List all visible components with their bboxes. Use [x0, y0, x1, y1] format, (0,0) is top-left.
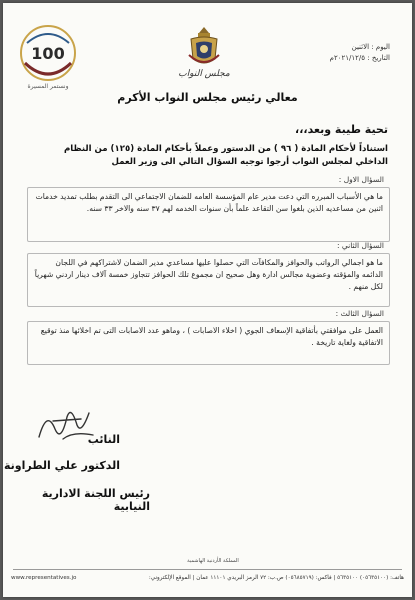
addressee: معالي رئيس مجلس النواب الأكرم: [117, 91, 298, 104]
signatory-title: النائب: [87, 433, 120, 446]
signatory-committee: رئيس اللجنة الادارية النيابية: [41, 487, 150, 513]
question-1-box: [27, 187, 390, 242]
footer-contact: هاتف: (٠٥٦٣٥١٠٠) ٥٦٣٥١٠٠ | فاكس: (٠٥٦٨٥٧١٩) ص.ب: ٧٢ الرمز البريدي ١١١٠١ عمان | الموقع الإلكتروني:: [148, 575, 404, 581]
footer-divider: [13, 569, 402, 570]
greeting: تحية طيبة وبعد،،،: [295, 123, 388, 136]
question-1-label: السؤال الاول :: [338, 175, 384, 184]
parliament-name: مجلس النواب: [178, 69, 230, 79]
question-3-box: [27, 321, 390, 365]
centennial-number: 100: [31, 44, 65, 63]
intro-paragraph: استناداً لأحكام المادة ( ٩٦ ) من الدستور وعملاً بأحكام المادة (١٢٥) من النظام الداخلي لمجلس النواب أرجوا توجيه السؤال التالي الى وزير العمل: [63, 144, 388, 167]
footer-website: www.representatives.jo: [11, 575, 77, 581]
signatory-name: الدكتور علي الطراونة: [3, 459, 120, 472]
question-2-text: ما هو اجمالي الرواتب والحوافز والمكافآت التي حصلوا عليها مساعدي مدير الضمان لاشتراكهم في اللجان الدائمه والمؤقته وعضوية مجالس ادارة وهل صحيح ان مجموع تلك الحوافز تتجاوز خمسة آلاف دينار اردني شهرياً لكل منهم .: [34, 258, 383, 291]
question-2-box: [27, 253, 390, 307]
question-3-text: العمل على موافقتي بأتفاقية الإسعاف الجوي ( اخلاء الاصابات ) ، وماهو عدد الاصابات التى تم اخلائها منذ توقيع الاتفاقية ولغاية تاريخة .: [40, 326, 383, 347]
footer-stamp: المملكة الأردنية الهاشمية: [187, 558, 239, 564]
centennial-caption: ونستمر المسيرة: [27, 83, 69, 90]
document-page: [3, 3, 412, 597]
question-1-text: ما هي الأسباب المبرره التي دعت مدير عام المؤسسة العامه للضمان الاجتماعي الى التقدم بطلب تمديد خدمات اثنين من مساعديه الذين بلغوا سن التقاعد علماً بأن سنوات الخدمه لهم ٣٧ سنه والاخر ٣٣ سنه.: [35, 192, 383, 213]
question-3-label: السؤال الثالث :: [335, 309, 384, 318]
date-line: التاريخ : ٢٠٢١/١٢/٥م: [329, 54, 390, 62]
centennial-logo: [17, 23, 79, 83]
royal-crest-icon: [187, 25, 221, 69]
day-line: اليوم : الاثنين: [351, 43, 390, 51]
question-2-label: السؤال الثاني :: [336, 241, 384, 250]
